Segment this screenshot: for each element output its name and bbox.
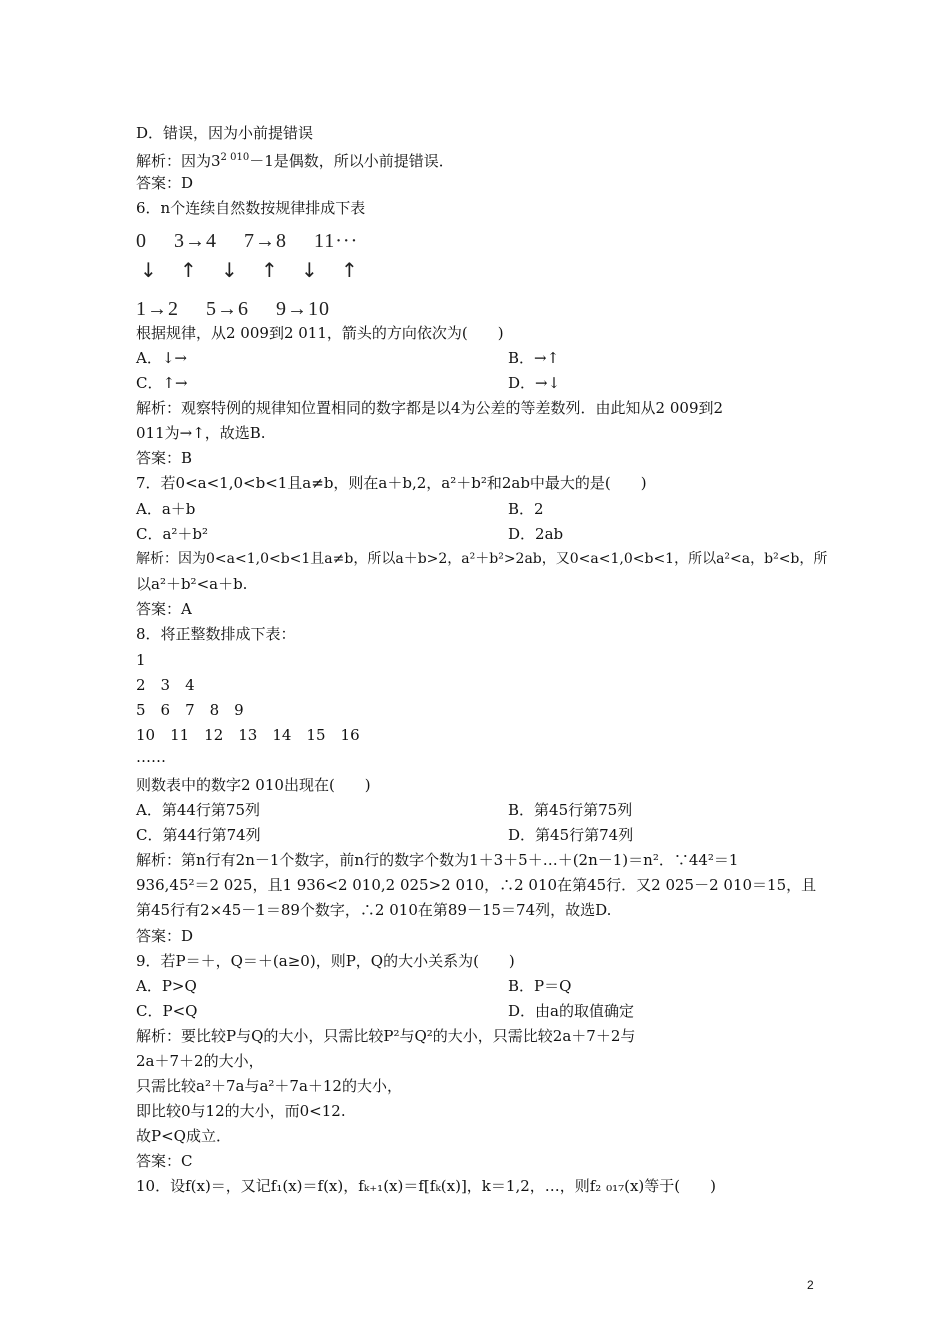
explanation-7-line1: 解析：因为0<a<1,0<b<1且a≠b，所以a＋b>2，a²＋b²>2ab，又0<a<1,0<b<1，所以a²<a，b²<b，所 — [136, 551, 828, 567]
explanation-9-line1: 解析：要比较P与Q的大小，只需比较P²与Q²的大小，只需比较2a＋7＋2与 — [136, 1027, 636, 1045]
option-d: D．→↓ — [508, 374, 561, 392]
question-7: 7．若0<a<1,0<b<1且a≠b，则在a＋b,2，a²＋b²和2ab中最大的是( ) — [136, 474, 647, 492]
option-d: D．2ab — [508, 525, 564, 543]
down-arrow-icon: ↓ — [221, 258, 238, 282]
explanation-6-line1: 解析：观察特例的规律知位置相同的数字都是以4为公差的等差数列．由此知从2 009到2 — [136, 399, 724, 417]
answer-7: 答案：A — [136, 600, 192, 618]
table-row-4: 10 11 12 13 14 15 16 — [136, 726, 360, 744]
question-6-rule: 根据规律，从2 009到2 011，箭头的方向依次为( ) — [136, 324, 504, 342]
question-8: 8．将正整数排成下表： — [136, 625, 296, 643]
option-a: A．a＋b — [136, 500, 196, 518]
explanation-8-line1: 解析：第n行有2n－1个数字，前n行的数字个数为1＋3＋5＋…＋(2n－1)＝n²．∵44²＝1 — [136, 851, 739, 869]
option-b: B．→↑ — [508, 349, 560, 367]
up-arrow-icon: ↑ — [341, 258, 358, 282]
page-number: 2 — [807, 1278, 814, 1292]
sequence-bottom-row: 1→2 5→6 9→10 — [136, 298, 330, 320]
down-arrow-icon: ↓ — [301, 258, 318, 282]
line-d-option: D．错误，因为小前提错误 — [136, 124, 314, 142]
explanation-8-line2: 936,45²＝2 025，且1 936<2 010,2 025>2 010，∴2 010在第45行．又2 025－2 010＝15，且 — [136, 876, 817, 894]
up-arrow-icon: ↑ — [180, 258, 197, 282]
option-a: A．P>Q — [136, 977, 197, 995]
option-c: C．第44行第74列 — [136, 826, 261, 844]
explanation-5-part2: －1是偶数，所以小前提错误． — [249, 152, 454, 170]
question-10: 10．设f(x)＝，又记f₁(x)＝f(x)，fₖ₊₁(x)＝f[fₖ(x)]，k＝1,2，…，则f₂ ₀₁₇(x)等于( ) — [136, 1177, 716, 1195]
line-explanation-5 — [136, 149, 454, 170]
option-b: B．P＝Q — [508, 977, 572, 995]
explanation-6-line2: 011为→↑，故选B. — [136, 424, 266, 442]
answer-8: 答案：D — [136, 927, 194, 945]
down-arrow-icon: ↓ — [140, 258, 157, 282]
question-6: 6．n个连续自然数按规律排成下表 — [136, 199, 366, 217]
answer-9: 答案：C — [136, 1152, 193, 1170]
table-row-1: 1 — [136, 651, 146, 669]
option-b: B．第45行第75列 — [508, 801, 633, 819]
explanation-9-line3: 只需比较a²＋7a与a²＋7a＋12的大小， — [136, 1077, 402, 1095]
explanation-5-part1: 解析：因为3 — [136, 152, 221, 170]
option-a: A．第44行第75列 — [136, 801, 261, 819]
answer-5: 答案：D — [136, 174, 194, 192]
sequence-top-row: 0 3→4 7→8 11··· — [136, 230, 359, 252]
explanation-9-line5: 故P<Q成立． — [136, 1127, 231, 1145]
option-b: B．2 — [508, 500, 544, 518]
option-d: D．由a的取值确定 — [508, 1002, 634, 1020]
explanation-9-line2: 2a＋7＋2的大小， — [136, 1052, 264, 1070]
explanation-8-line3: 第45行有2×45－1＝89个数字，∴2 010在第89－15＝74列，故选D. — [136, 901, 612, 919]
exponent: 2 010 — [220, 152, 250, 163]
option-d: D．第45行第74列 — [508, 826, 634, 844]
option-c: C．P<Q — [136, 1002, 198, 1020]
explanation-7-line2: 以a²＋b²<a＋b. — [136, 575, 248, 593]
explanation-9-line4: 即比较0与12的大小，而0<12. — [136, 1102, 346, 1120]
question-9: 9．若P＝＋，Q＝＋(a≥0)，则P，Q的大小关系为( ) — [136, 952, 515, 970]
option-c: C．a²＋b² — [136, 525, 209, 543]
table-ellipsis: …… — [136, 748, 166, 766]
option-a: A．↓→ — [136, 349, 187, 367]
table-row-2: 2 3 4 — [136, 676, 195, 694]
table-row-3: 5 6 7 8 9 — [136, 701, 244, 719]
option-c: C．↑→ — [136, 374, 188, 392]
up-arrow-icon: ↑ — [261, 258, 278, 282]
answer-6: 答案：B — [136, 449, 193, 467]
question-8-ask: 则数表中的数字2 010出现在( ) — [136, 776, 371, 794]
